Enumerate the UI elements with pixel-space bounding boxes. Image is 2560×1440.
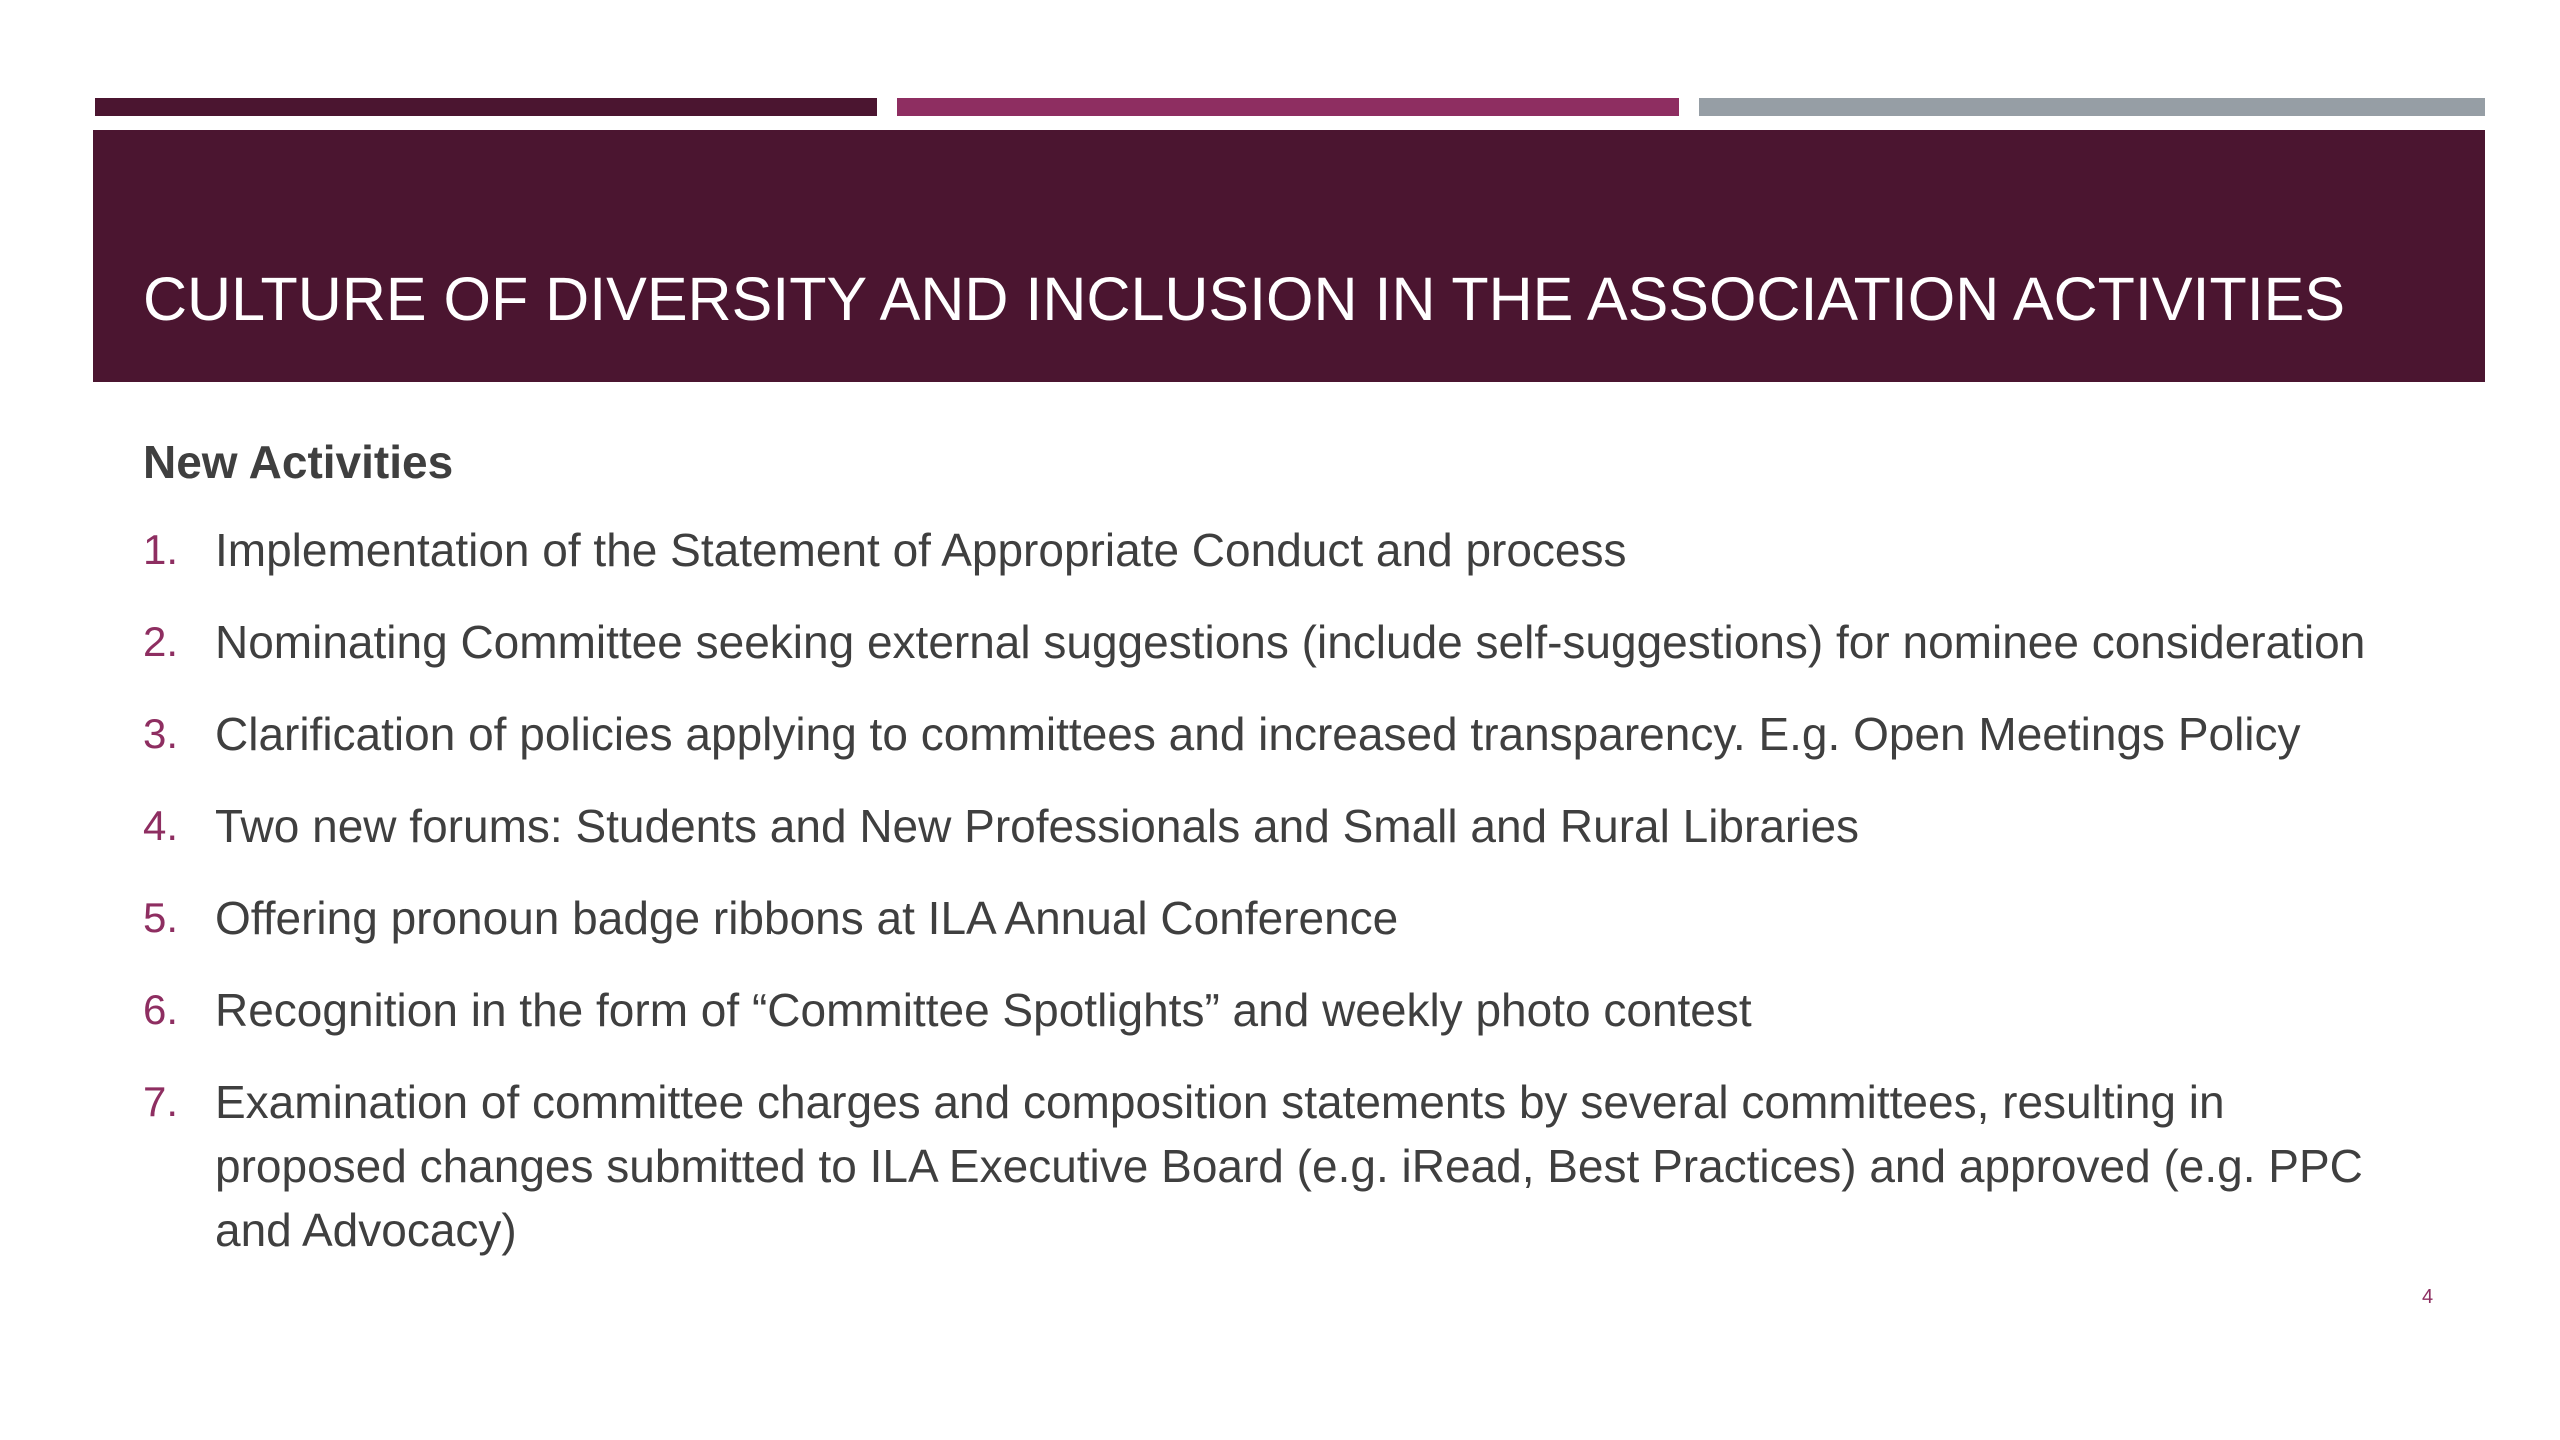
list-item-number: 7.: [143, 1078, 179, 1125]
list-item: [143, 610, 2403, 674]
list-item-text: Offering pronoun badge ribbons at ILA Annual Conference: [215, 892, 1399, 944]
list-item: [143, 886, 2403, 950]
list-item-text: Implementation of the Statement of Appropriate Conduct and process: [215, 524, 1627, 576]
list-item-number: 3.: [143, 710, 179, 757]
slide-content: [143, 432, 2403, 1290]
list-item-text: Two new forums: Students and New Professionals and Small and Rural Libraries: [215, 800, 1860, 852]
list-item-text: Examination of committee charges and composition statements by several committees, resulting in proposed changes submitted to ILA Executive Board (e.g. iRead, Best Practices) and approved (e.g. PPC and Advocacy): [215, 1076, 2363, 1256]
list-item: [143, 702, 2403, 766]
activity-list: [143, 518, 2403, 1262]
list-item: [143, 518, 2403, 582]
list-item-number: 4.: [143, 802, 179, 849]
title-band: [93, 130, 2485, 382]
list-item-number: 2.: [143, 618, 179, 665]
section-subheading: New Activities: [143, 436, 454, 488]
list-item-number: 6.: [143, 986, 179, 1033]
list-item-text: Recognition in the form of “Committee Spotlights” and weekly photo contest: [215, 984, 1752, 1036]
list-item: [143, 794, 2403, 858]
list-item: [143, 1070, 2403, 1262]
decorative-bar-dark: [95, 98, 877, 116]
page-number: 4: [2422, 1286, 2434, 1308]
list-item-text: Clarification of policies applying to committees and increased transparency. E.g. Open Meetings Policy: [215, 708, 2301, 760]
decorative-bar-gray: [1699, 98, 2485, 116]
list-item-number: 1.: [143, 526, 179, 573]
list-item: [143, 978, 2403, 1042]
slide-title: CULTURE OF DIVERSITY AND INCLUSION IN THE ASSOCIATION ACTIVITIES: [143, 265, 2346, 333]
list-item-number: 5.: [143, 894, 179, 941]
list-item-text: Nominating Committee seeking external suggestions (include self-suggestions) for nominee consideration: [215, 616, 2366, 668]
decorative-bar-magenta: [897, 98, 1679, 116]
